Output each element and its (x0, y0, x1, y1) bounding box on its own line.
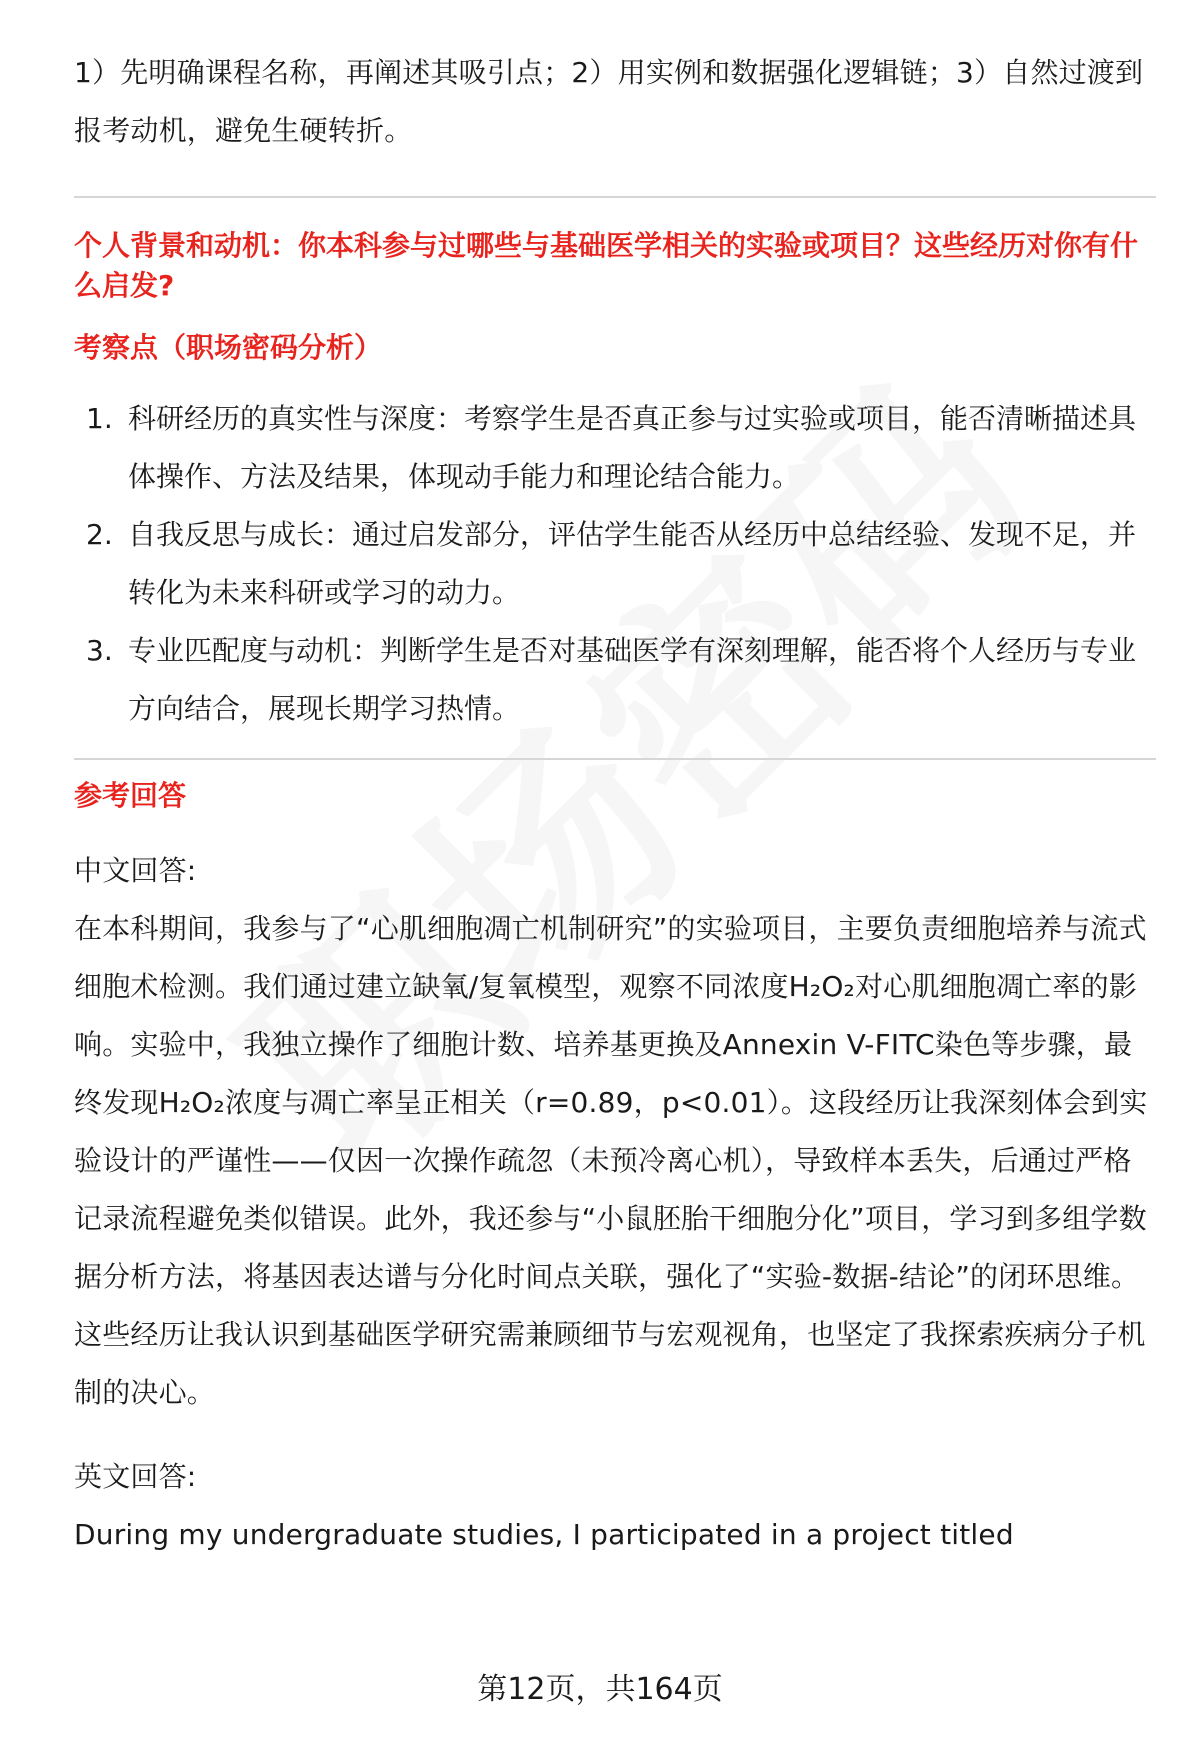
analysis-title: 考察点（职场密码分析） (74, 331, 383, 364)
divider (74, 196, 1156, 198)
list-item-number: 1. (86, 402, 113, 435)
list-item-number: 3. (86, 634, 113, 667)
list-item (74, 622, 1156, 738)
list-item-text: 自我反思与成长：通过启发部分，评估学生能否从经历中总结经验、发现不足，并转化为未来科研或学习的动力。 (128, 518, 1137, 609)
page-footer: 第12页，共164页 (477, 1672, 723, 1707)
analysis-list (74, 390, 1156, 738)
chinese-answer-label: 中文回答: (74, 854, 197, 887)
list-item-text: 专业匹配度与动机：判断学生是否对基础医学有深刻理解，能否将个人经历与专业方向结合，展现长期学习热情。 (128, 634, 1137, 725)
list-item-text: 科研经历的真实性与深度：考察学生是否真正参与过实验或项目，能否清晰描述具体操作、方法及结果，体现动手能力和理论结合能力。 (128, 402, 1137, 493)
list-item (74, 506, 1156, 622)
answer-title: 参考回答 (74, 779, 187, 812)
document-page (74, 52, 1156, 1564)
intro-tip: 1）先明确课程名称，再阐述其吸引点；2）用实例和数据强化逻辑链；3）自然过渡到报考动机，避免生硬转折。 (74, 56, 1144, 147)
divider (74, 758, 1156, 760)
chinese-answer-text: 在本科期间，我参与了“心肌细胞凋亡机制研究”的实验项目，主要负责细胞培养与流式细胞术检测。我们通过建立缺氧/复氧模型，观察不同浓度H₂O₂对心肌细胞凋亡率的影响。实验中，我独立操作了细胞计数、培养基更换及Annexin V-FITC染色等步骤，最终发现H₂O₂浓度与凋亡率呈正相关（r=0.89，p<0.01）。这段经历让我深刻体会到实验设计的严谨性——仅因一次操作疏忽（未预冷离心机），导致样本丢失，后通过严格记录流程避免类似错误。此外，我还参与“小鼠胚胎干细胞分化”项目，学习到多组学数据分析方法，将基因表达谱与分化时间点关联，强化了“实验-数据-结论”的闭环思维。这些经历让我认识到基础医学研究需兼顾细节与宏观视角，也坚定了我探索疾病分子机制的决心。 (74, 912, 1148, 1409)
english-answer-text: During my undergraduate studies, I participated in a project titled (74, 1518, 1014, 1551)
list-item-number: 2. (86, 518, 113, 551)
english-answer-label: 英文回答: (74, 1460, 197, 1493)
list-item (74, 390, 1156, 506)
question-heading: 个人背景和动机：你本科参与过哪些与基础医学相关的实验或项目？这些经历对你有什么启发? (74, 229, 1139, 302)
